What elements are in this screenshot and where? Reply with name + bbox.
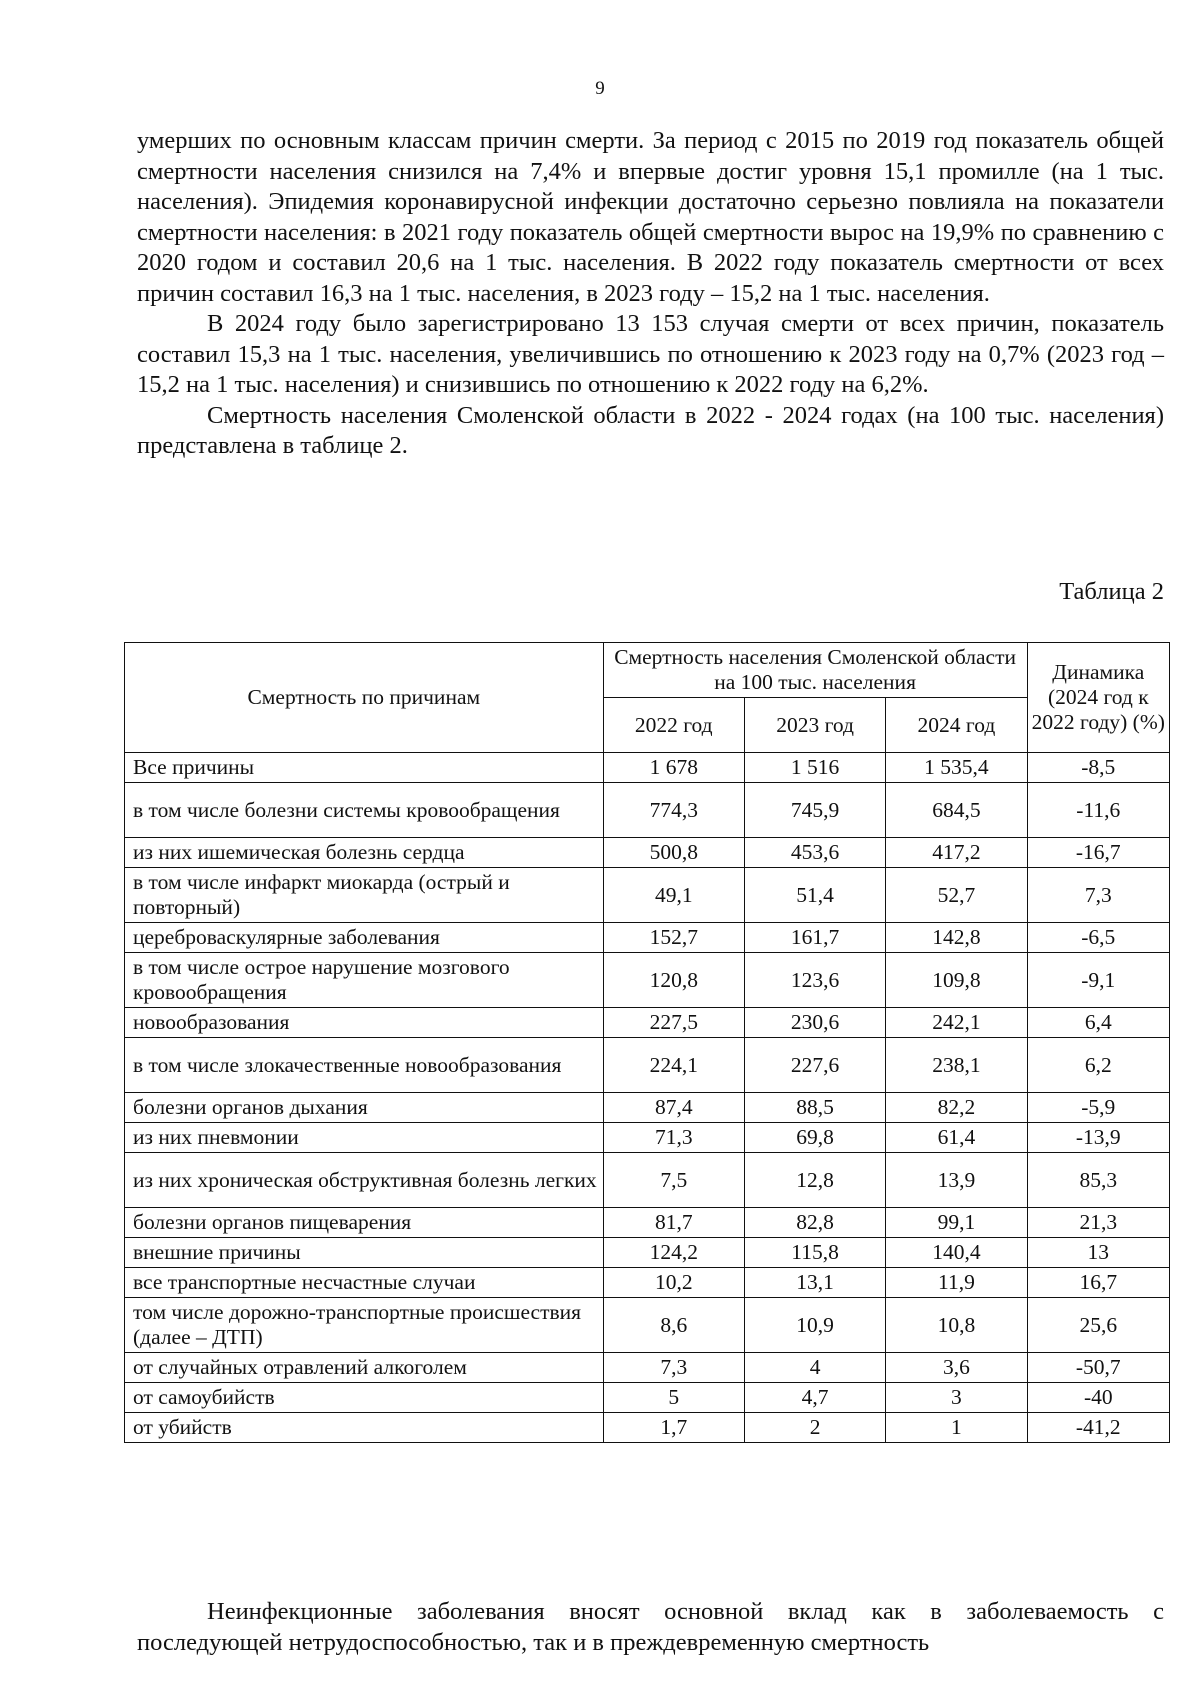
cell-2023: 12,8	[744, 1153, 885, 1208]
table-row	[125, 1238, 1170, 1268]
header-group: Смертность населения Смоленской области на 100 тыс. населения	[603, 643, 1027, 698]
cell-2022: 500,8	[603, 838, 744, 868]
cell-cause: в том числе болезни системы кровообращения	[125, 783, 604, 838]
cell-cause: внешние причины	[125, 1238, 604, 1268]
cell-2023: 453,6	[744, 838, 885, 868]
cell-cause: цереброваскулярные заболевания	[125, 923, 604, 953]
cell-cause: все транспортные несчастные случаи	[125, 1268, 604, 1298]
cell-dynamics: -13,9	[1027, 1123, 1169, 1153]
cell-dynamics: 7,3	[1027, 868, 1169, 923]
cell-2023: 69,8	[744, 1123, 885, 1153]
cell-cause: болезни органов пищеварения	[125, 1208, 604, 1238]
cell-2022: 7,5	[603, 1153, 744, 1208]
cell-2024: 242,1	[886, 1008, 1027, 1038]
table-row	[125, 953, 1170, 1008]
table-row	[125, 868, 1170, 923]
cell-2023: 115,8	[744, 1238, 885, 1268]
header-2023: 2023 год	[744, 698, 885, 753]
table-row	[125, 1208, 1170, 1238]
cell-dynamics: -9,1	[1027, 953, 1169, 1008]
table-body	[125, 753, 1170, 1443]
table-row	[125, 1353, 1170, 1383]
cell-dynamics: 25,6	[1027, 1298, 1169, 1353]
cell-2023: 1 516	[744, 753, 885, 783]
table-caption: Таблица 2	[1059, 578, 1164, 605]
cell-2024: 99,1	[886, 1208, 1027, 1238]
cell-2024: 684,5	[886, 783, 1027, 838]
table-row	[125, 1038, 1170, 1093]
cell-cause: из них хроническая обструктивная болезнь легких	[125, 1153, 604, 1208]
table-row	[125, 1413, 1170, 1443]
cell-2024: 109,8	[886, 953, 1027, 1008]
header-2022: 2022 год	[603, 698, 744, 753]
table-row	[125, 923, 1170, 953]
cell-2023: 227,6	[744, 1038, 885, 1093]
paragraph: В 2024 году было зарегистрировано 13 153 случая смерти от всех причин, показатель составил 15,3 на 1 тыс. населения, увеличившись по отношению к 2023 году на 0,7% (2023 год – 15,2 на 1 тыс. населения) и снизившись по отношению к 2022 году на 6,2%.	[137, 310, 1164, 398]
mortality-table	[124, 642, 1170, 1443]
cell-2023: 161,7	[744, 923, 885, 953]
cell-2023: 88,5	[744, 1093, 885, 1123]
cell-2023: 123,6	[744, 953, 885, 1008]
cell-2023: 4,7	[744, 1383, 885, 1413]
header-dynamics: Динамика (2024 год к 2022 году) (%)	[1027, 643, 1169, 753]
table-row	[125, 838, 1170, 868]
header-cause: Смертность по причинам	[125, 643, 604, 753]
cell-cause: новообразования	[125, 1008, 604, 1038]
cell-cause: от случайных отравлений алкоголем	[125, 1353, 604, 1383]
cell-2022: 5	[603, 1383, 744, 1413]
cell-2023: 51,4	[744, 868, 885, 923]
table-row	[125, 1008, 1170, 1038]
cell-2022: 774,3	[603, 783, 744, 838]
cell-dynamics: -41,2	[1027, 1413, 1169, 1443]
header-2024: 2024 год	[886, 698, 1027, 753]
cell-2022: 8,6	[603, 1298, 744, 1353]
cell-2022: 224,1	[603, 1038, 744, 1093]
paragraph: Неинфекционные заболевания вносят основной вклад как в заболеваемость с последующей нетрудоспособностью, так и в преждевременную смертность	[137, 1598, 1164, 1656]
cell-2024: 3	[886, 1383, 1027, 1413]
cell-2022: 87,4	[603, 1093, 744, 1123]
cell-cause: в том числе острое нарушение мозгового кровообращения	[125, 953, 604, 1008]
cell-dynamics: -40	[1027, 1383, 1169, 1413]
cell-2023: 10,9	[744, 1298, 885, 1353]
cell-2023: 230,6	[744, 1008, 885, 1038]
cell-dynamics: 21,3	[1027, 1208, 1169, 1238]
cell-2024: 3,6	[886, 1353, 1027, 1383]
cell-2023: 2	[744, 1413, 885, 1443]
table-row	[125, 1093, 1170, 1123]
cell-cause: Все причины	[125, 753, 604, 783]
cell-dynamics: 16,7	[1027, 1268, 1169, 1298]
cell-2022: 71,3	[603, 1123, 744, 1153]
cell-dynamics: 85,3	[1027, 1153, 1169, 1208]
table-row	[125, 1298, 1170, 1353]
cell-cause: в том числе злокачественные новообразования	[125, 1038, 604, 1093]
cell-2024: 238,1	[886, 1038, 1027, 1093]
cell-cause: том числе дорожно-транспортные происшествия (далее – ДТП)	[125, 1298, 604, 1353]
paragraph: умерших по основным классам причин смерти. За период с 2015 по 2019 год показатель общей смертности населения снизился на 7,4% и впервые достиг уровня 15,1 промилле (на 1 тыс. населения). Эпидемия коронавирусной инфекции достаточно серьезно повлияла на показатели смертности населения: в 2021 году показатель общей смертности вырос на 19,9% по сравнению с 2020 годом и составил 20,6 на 1 тыс. населения. В 2022 году показатель смертности от всех причин составил 16,3 на 1 тыс. населения, в 2023 году – 15,2 на 1 тыс. населения.	[137, 127, 1164, 307]
cell-dynamics: -16,7	[1027, 838, 1169, 868]
cell-2024: 140,4	[886, 1238, 1027, 1268]
intro-text	[137, 126, 1164, 462]
table-row	[125, 783, 1170, 838]
table-row	[125, 1268, 1170, 1298]
cell-cause: из них ишемическая болезнь сердца	[125, 838, 604, 868]
cell-dynamics: -6,5	[1027, 923, 1169, 953]
table-row	[125, 1153, 1170, 1208]
cell-cause: болезни органов дыхания	[125, 1093, 604, 1123]
cell-2022: 81,7	[603, 1208, 744, 1238]
cell-2024: 82,2	[886, 1093, 1027, 1123]
cell-cause: в том числе инфаркт миокарда (острый и повторный)	[125, 868, 604, 923]
cell-2022: 1,7	[603, 1413, 744, 1443]
cell-cause: от самоубийств	[125, 1383, 604, 1413]
cell-2024: 52,7	[886, 868, 1027, 923]
cell-2024: 11,9	[886, 1268, 1027, 1298]
cell-dynamics: -5,9	[1027, 1093, 1169, 1123]
paragraph: Смертность населения Смоленской области в 2022 - 2024 годах (на 100 тыс. населения) представлена в таблице 2.	[137, 401, 1164, 459]
cell-2024: 1 535,4	[886, 753, 1027, 783]
cell-2023: 13,1	[744, 1268, 885, 1298]
cell-2024: 13,9	[886, 1153, 1027, 1208]
cell-cause: от убийств	[125, 1413, 604, 1443]
cell-dynamics: 6,2	[1027, 1038, 1169, 1093]
table-row	[125, 1383, 1170, 1413]
cell-2022: 7,3	[603, 1353, 744, 1383]
cell-dynamics: 6,4	[1027, 1008, 1169, 1038]
cell-2024: 1	[886, 1413, 1027, 1443]
cell-dynamics: 13	[1027, 1238, 1169, 1268]
cell-dynamics: -11,6	[1027, 783, 1169, 838]
cell-2024: 417,2	[886, 838, 1027, 868]
cell-2024: 142,8	[886, 923, 1027, 953]
cell-2022: 227,5	[603, 1008, 744, 1038]
cell-2022: 49,1	[603, 868, 744, 923]
closing-text	[137, 1597, 1164, 1658]
cell-dynamics: -50,7	[1027, 1353, 1169, 1383]
page-number: 9	[595, 78, 605, 99]
cell-2023: 745,9	[744, 783, 885, 838]
cell-2024: 61,4	[886, 1123, 1027, 1153]
cell-2022: 124,2	[603, 1238, 744, 1268]
cell-2023: 4	[744, 1353, 885, 1383]
cell-2022: 152,7	[603, 923, 744, 953]
cell-2024: 10,8	[886, 1298, 1027, 1353]
cell-2022: 10,2	[603, 1268, 744, 1298]
cell-2022: 1 678	[603, 753, 744, 783]
table-row	[125, 753, 1170, 783]
cell-2022: 120,8	[603, 953, 744, 1008]
table-row	[125, 1123, 1170, 1153]
cell-dynamics: -8,5	[1027, 753, 1169, 783]
cell-cause: из них пневмонии	[125, 1123, 604, 1153]
cell-2023: 82,8	[744, 1208, 885, 1238]
